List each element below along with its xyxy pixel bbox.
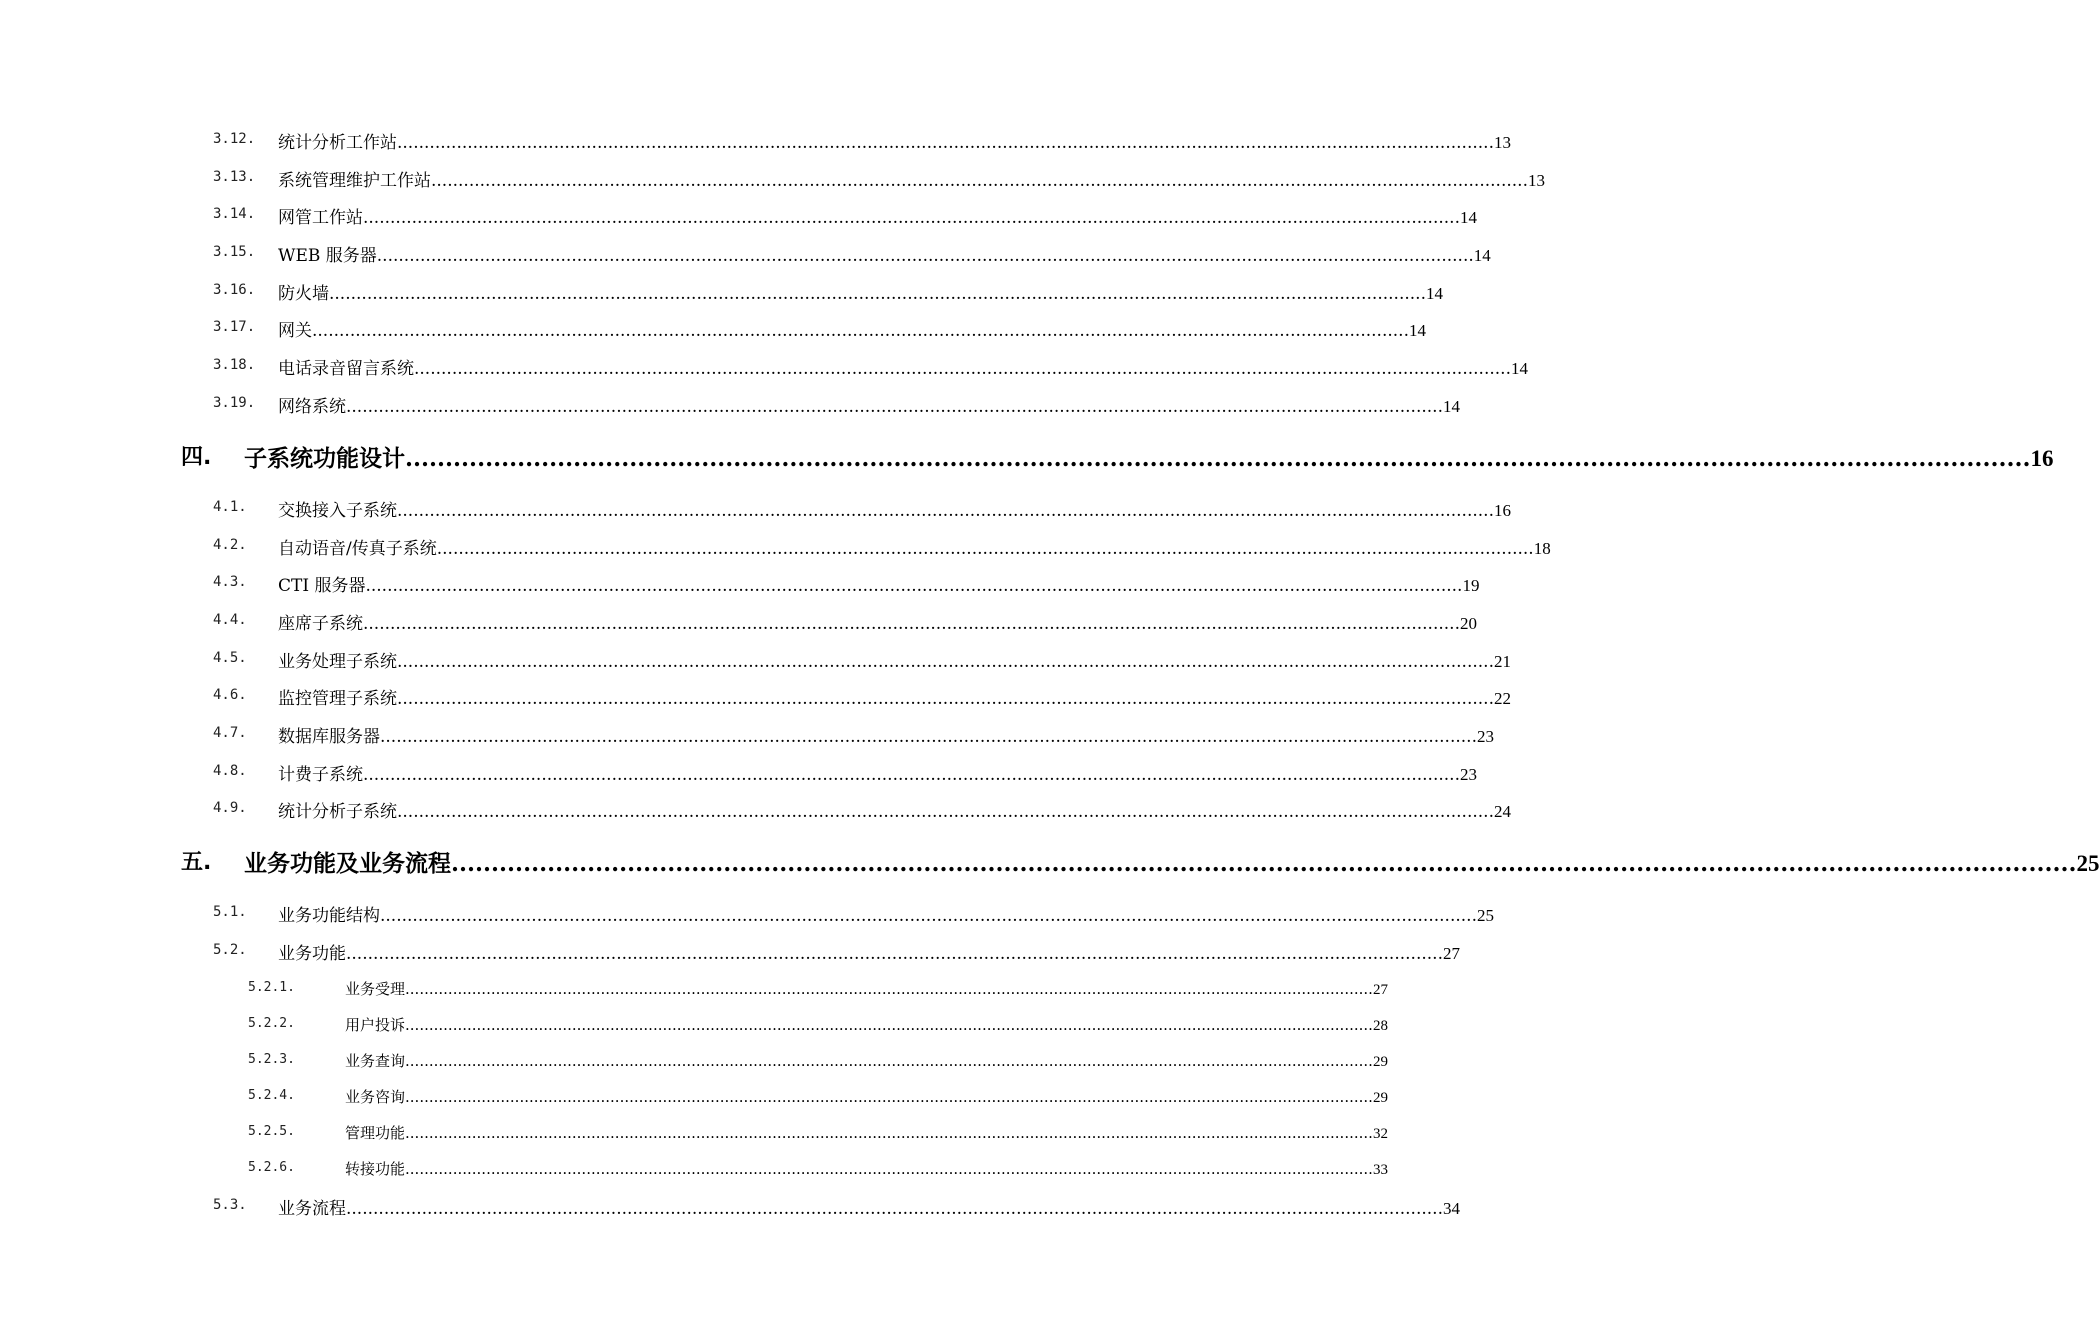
toc-leader-dots: ........................................................................................................................................................................................................... — [397, 652, 1494, 672]
toc-leader-dots: ........................................................................................................................................................................................................... — [329, 284, 1426, 304]
toc-entry-title: 业务咨询 — [345, 1088, 406, 1106]
toc-entry-page: 14 — [1425, 284, 1443, 303]
toc-entry-number: 4.8. — [213, 763, 247, 779]
toc-entry-title: 监控管理子系统 — [278, 684, 397, 709]
toc-leader-dots: ........................................................................................................................................................................................................... — [346, 944, 1443, 964]
toc-chapter-title: 子系统功能设计 — [244, 440, 405, 473]
toc-entry-number: 4.6. — [213, 687, 247, 703]
toc-leader-dots: ........................................................................................................................................................................................................... — [405, 1124, 1373, 1142]
toc-entry-number: 3.19. — [213, 395, 256, 411]
toc-leader-dots: ........................................................................................................................................................................................................... — [405, 1016, 1373, 1034]
toc-entry-page: 21 — [1493, 652, 1511, 671]
toc-entry-page: 23 — [1459, 765, 1477, 784]
toc-entry-title: 交换接入子系统 — [278, 496, 397, 521]
toc-entry-number: 5.2.1. — [248, 980, 295, 995]
toc-entry-number: 5.2.3. — [248, 1052, 295, 1067]
toc-entry-page: 29 — [1372, 1054, 1388, 1070]
toc-entry-title: 转接功能 — [345, 1160, 406, 1178]
toc-chapter-number: 四. — [181, 445, 212, 470]
toc-entry-number: 5.2.6. — [248, 1160, 295, 1175]
toc-leader-dots: ........................................................................................................................................................................................................... — [363, 208, 1460, 228]
toc-entry-title: 用户投诉 — [345, 1016, 406, 1034]
toc-leader-dots: ........................................................................................................................................................................................................... — [414, 359, 1511, 379]
toc-entry-page: 34 — [1442, 1199, 1460, 1218]
toc-leader-dots: ........................................................................................................................................................................................................... — [346, 1199, 1443, 1219]
toc-entry-title: CTI 服务器 — [278, 571, 365, 596]
toc-entry-number: 5.2. — [213, 942, 247, 958]
toc-chapter-title: 业务功能及业务流程 — [244, 845, 451, 878]
toc-leader-dots: ........................................................................................................................................................................................................... — [405, 445, 2031, 472]
toc-leader-dots: ........................................................................................................................................................................................................... — [405, 1160, 1373, 1178]
toc-entry-title: WEB 服务器 — [278, 241, 377, 266]
toc-leader-dots: ........................................................................................................................................................................................................... — [405, 980, 1373, 998]
toc-entry-number: 4.1. — [213, 499, 247, 515]
toc-leader-dots: ........................................................................................................................................................................................................... — [405, 1052, 1373, 1070]
toc-entry-title: 业务功能 — [278, 939, 346, 964]
toc-entry-number: 4.7. — [213, 725, 247, 741]
toc-entry-title: 网关 — [278, 316, 312, 341]
toc-leader-dots: ........................................................................................................................................................................................................... — [365, 576, 1463, 596]
toc-entry-title: 业务处理子系统 — [278, 647, 397, 672]
toc-entry-number: 5.2.4. — [248, 1088, 295, 1103]
toc-entry-number: 5.3. — [213, 1197, 247, 1213]
toc-entry-number: 3.15. — [213, 244, 256, 260]
toc-entry-page: 27 — [1372, 982, 1388, 998]
toc-leader-dots: ........................................................................................................................................................................................................... — [405, 1088, 1373, 1106]
toc-entry-number: 4.9. — [213, 800, 247, 816]
toc-entry-page: 32 — [1372, 1126, 1388, 1142]
toc-entry-title: 自动语音/传真子系统 — [278, 534, 437, 559]
toc-leader-dots: ........................................................................................................................................................................................................... — [431, 171, 1528, 191]
toc-entry-title: 网络系统 — [278, 392, 346, 417]
toc-entry-title: 数据库服务器 — [278, 722, 380, 747]
toc-entry-page: 14 — [1510, 359, 1528, 378]
toc-chapter-page: 16 — [2030, 446, 2054, 471]
toc-entry-title: 网管工作站 — [278, 203, 363, 228]
toc-entry-number: 3.18. — [213, 357, 256, 373]
toc-entry-page: 22 — [1493, 689, 1511, 708]
toc-entry-page: 20 — [1459, 614, 1477, 633]
toc-entry-page: 14 — [1473, 246, 1491, 265]
toc-entry-page: 33 — [1372, 1162, 1388, 1178]
toc-entry-page: 23 — [1476, 727, 1494, 746]
toc-entry-number: 4.3. — [213, 574, 247, 590]
toc-entry-title: 业务流程 — [278, 1194, 346, 1219]
toc-entry-title: 管理功能 — [345, 1124, 406, 1142]
toc-leader-dots: ........................................................................................................................................................................................................... — [380, 906, 1477, 926]
toc-leader-dots: ........................................................................................................................................................................................................... — [346, 397, 1443, 417]
toc-entry-page: 19 — [1462, 576, 1480, 595]
toc-entry-page: 25 — [1476, 906, 1494, 925]
toc-entry-title: 座席子系统 — [278, 609, 363, 634]
toc-leader-dots: ........................................................................................................................................................................................................... — [312, 321, 1409, 341]
toc-entry-page: 14 — [1459, 208, 1477, 227]
toc-chapter-number: 五. — [181, 850, 212, 875]
toc-entry-title: 统计分析工作站 — [278, 128, 397, 153]
toc-entry-number: 3.13. — [213, 169, 256, 185]
toc-entry-number: 5.2.5. — [248, 1124, 295, 1139]
toc-entry-page: 27 — [1442, 944, 1460, 963]
toc-leader-dots: ........................................................................................................................................................................................................... — [451, 850, 2077, 877]
toc-entry-title: 防火墙 — [278, 279, 329, 304]
toc-entry-number: 4.4. — [213, 612, 247, 628]
toc-entry-title: 计费子系统 — [278, 760, 363, 785]
toc-entry-title: 系统管理维护工作站 — [278, 166, 431, 191]
toc-leader-dots: ........................................................................................................................................................................................................... — [436, 539, 1534, 559]
toc-entry-page: 14 — [1442, 397, 1460, 416]
toc-entry-number: 5.2.2. — [248, 1016, 295, 1031]
toc-leader-dots: ........................................................................................................................................................................................................... — [397, 802, 1494, 822]
toc-entry-page: 18 — [1533, 539, 1551, 558]
toc-entry-page: 24 — [1493, 802, 1511, 821]
toc-entry-page: 28 — [1372, 1018, 1388, 1034]
toc-entry-title: 业务受理 — [345, 980, 406, 998]
toc-entry-number: 4.2. — [213, 537, 247, 553]
toc-entry-number: 3.12. — [213, 131, 256, 147]
toc-leader-dots: ........................................................................................................................................................................................................... — [363, 765, 1460, 785]
toc-entry-number: 5.1. — [213, 904, 247, 920]
toc-entry-page: 13 — [1493, 133, 1511, 152]
toc-leader-dots: ........................................................................................................................................................................................................... — [376, 246, 1474, 266]
toc-entry-page: 14 — [1408, 321, 1426, 340]
toc-entry-title: 业务查询 — [345, 1052, 406, 1070]
toc-leader-dots: ........................................................................................................................................................................................................... — [380, 727, 1477, 747]
toc-entry-number: 3.16. — [213, 282, 256, 298]
toc-entry-number: 3.17. — [213, 319, 256, 335]
toc-entry-number: 4.5. — [213, 650, 247, 666]
toc-entry-title: 统计分析子系统 — [278, 797, 397, 822]
toc-entry-page: 16 — [1493, 501, 1511, 520]
toc-entry-page: 13 — [1527, 171, 1545, 190]
toc-leader-dots: ........................................................................................................................................................................................................... — [363, 614, 1460, 634]
toc-leader-dots: ........................................................................................................................................................................................................... — [397, 501, 1494, 521]
toc-leader-dots: ........................................................................................................................................................................................................... — [397, 689, 1494, 709]
toc-entry-page: 29 — [1372, 1090, 1388, 1106]
toc-entry-title: 业务功能结构 — [278, 901, 380, 926]
toc-entry-title: 电话录音留言系统 — [278, 354, 414, 379]
toc-leader-dots: ........................................................................................................................................................................................................... — [397, 133, 1494, 153]
toc-chapter-page: 25 — [2076, 851, 2100, 876]
toc-entry-number: 3.14. — [213, 206, 256, 222]
